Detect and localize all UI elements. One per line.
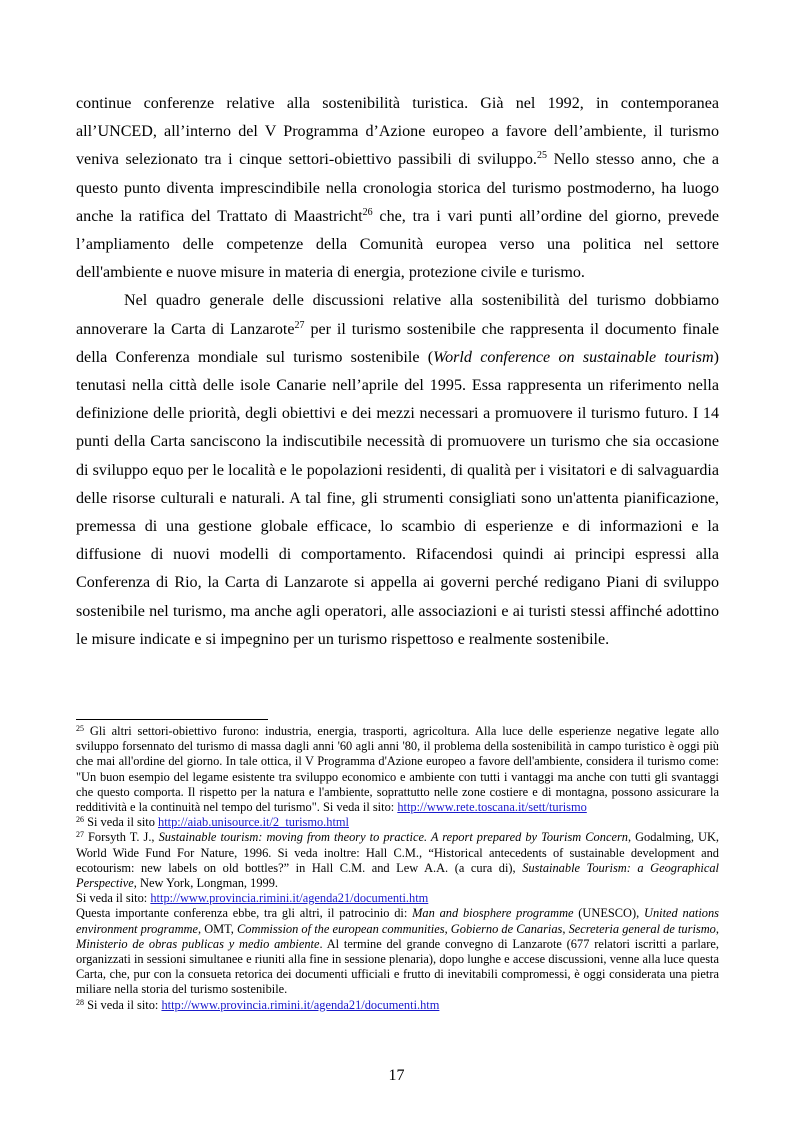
footnote-26-link[interactable]: http://aiab.unisource.it/2_turismo.html (158, 815, 350, 830)
main-text (76, 90, 719, 654)
conference-title: World conference on sustainable tourism (433, 348, 714, 366)
footnote-ref-25[interactable]: 25 (536, 150, 547, 162)
footnote-ref-26[interactable]: 26 (362, 206, 373, 218)
footnote-25: $^{25}$ Gli altri settori-obiettivo furono: industria, energia, trasporti, agricoltura. Alla luce delle esperienze negative legate allo sviluppo forsennato del turismo di massa dagli anni '60 agli anni '80, il problema della sostenibilità in campo turistico è oggi più che mai all'ordine del giorno. In tale ottica, il V Programma d'Azione europeo a favore dell'ambiente, considera il turismo come: "Un buon esempio del legame esistente tra sviluppo economico e ambiente con tutti i vantaggi ma anche con tutti gli svantaggi che questo comporta. Il rispetto per la natura e l'ambiente, soprattutto nelle zone costiere e di montagna, possono assicurare la redditività e la continuità nel tempo del turismo". Si veda il sito: http://www.rete.toscana.it/sett/turismo (76, 724, 719, 815)
paragraph-1: continue conferenze relative alla sostenibilità turistica. Già nel 1992, in contemporanea all’UNCED, all’interno del V Programma d’Azione europeo a favore dell’ambiente, il turismo veniva selezionato tra i cinque settori-obiettivo passibili di sviluppo.$^{25}$ Nello stesso anno, che a questo punto diventa imprescindibile nella cronologia storica del turismo postmoderno, ha luogo anche la ratifica del Trattato di Maastricht$^{26}$ che, tra i vari punti all’ordine del giorno, prevede l’ampliamento delle competenze della Comunità europea verso una politica nel settore dell'ambiente e nuove misure in materia di energia, protezione civile e turismo. (76, 95, 719, 282)
footnote-27: $^{27}$ Forsyth T. J., Sustainable tourism: moving from theory to practice. A report prepared by Tourism Concern, Godalming, UK, World Wide Fund For Nature, 1996. Si veda inoltre: Hall C.M., “Historical antecedents of sustainable development and ecotourism: new labels on old bottles?” in Hall C.M. and Lew A.A. (a cura di), Sustainable Tourism: a Geographical Perspective, New York, Longman, 1999. (76, 830, 719, 891)
paragraph-2: Nel quadro generale delle discussioni relative alla sostenibilità del turismo dobbiamo annoverare la Carta di Lanzarote$^{27}$ per il turismo sostenibile che rappresenta il documento finale della Conferenza mondiale sul turismo sostenibile (World conference on sustainable tourism) tenutasi nella città delle isole Canarie nell’aprile del 1995. Essa rappresenta un riferimento nella definizione delle priorità, degli obiettivi e dei mezzi necessari a promuovere il turismo futuro. I 14 punti della Carta sanciscono la indiscutibile necessità di promuovere un turismo che sia occasione di sviluppo equo per le località e le popolazioni residenti, di qualità per i visitatori e di salvaguardia delle risorse culturali e naturali. A tal fine, gli strumenti consigliati sono un'attenta pianificazione, premessa di una gestione globale efficace, lo scambio di esperienze e di informazioni e la diffusione di nuovi modelli di comportamento. Rifacendosi quindi ai principi espressi alla Conferenza di Rio, la Carta di Lanzarote si appella ai governi perché redigano Piani di sviluppo sostenibile nel turismo, ma anche agli operatori, alle associazioni e ai turisti stessi affinché adottino le misure indicate e si impegnino per un turismo rispettoso e realmente sostenibile. (76, 292, 719, 648)
footnote-28: $^{28}$ Si veda il sito: http://www.provincia.rimini.it/agenda21/documenti.htm (76, 997, 440, 1012)
footnote-28-link[interactable]: http://www.provincia.rimini.it/agenda21/documenti.htm (161, 997, 440, 1012)
footnote-27-link[interactable]: http://www.provincia.rimini.it/agenda21/documenti.htm (150, 891, 429, 906)
footnote-27-site: Si veda il sito: http://www.provincia.rimini.it/agenda21/documenti.htm (76, 891, 429, 906)
page-number: 17 (388, 1067, 405, 1084)
footnotes (76, 724, 719, 1013)
footnote-25-link[interactable]: http://www.rete.toscana.it/sett/turismo (397, 800, 587, 815)
footnote-separator (76, 719, 268, 720)
footnote-26: $^{26}$ Si veda il sito http://aiab.unisource.it/2_turismo.html (76, 815, 350, 830)
footnote-27-continued: Questa importante conferenza ebbe, tra gli altri, il patrocinio di: Man and biosphere programme (UNESCO), United nations environment programme, OMT, Commission of the european communities, Gobierno de Canarias, Secreteria general de turismo, Ministerio de obras publicas y medio ambiente. Al termine del grande convegno di Lanzarote (677 relatori iscritti a parlare, organizzati in sessioni simultanee e riuniti alla fine in sessione plenaria), dopo lunghe e accese discussioni, venne alla luce questa Carta, che, pur con la consueta retorica dei documenti ufficiali e frutto di inevitabili compromessi, è oggi considerata una pietra miliare nella storia del turismo sostenibile. (76, 906, 719, 997)
footnote-ref-27[interactable]: 27 (294, 319, 305, 331)
